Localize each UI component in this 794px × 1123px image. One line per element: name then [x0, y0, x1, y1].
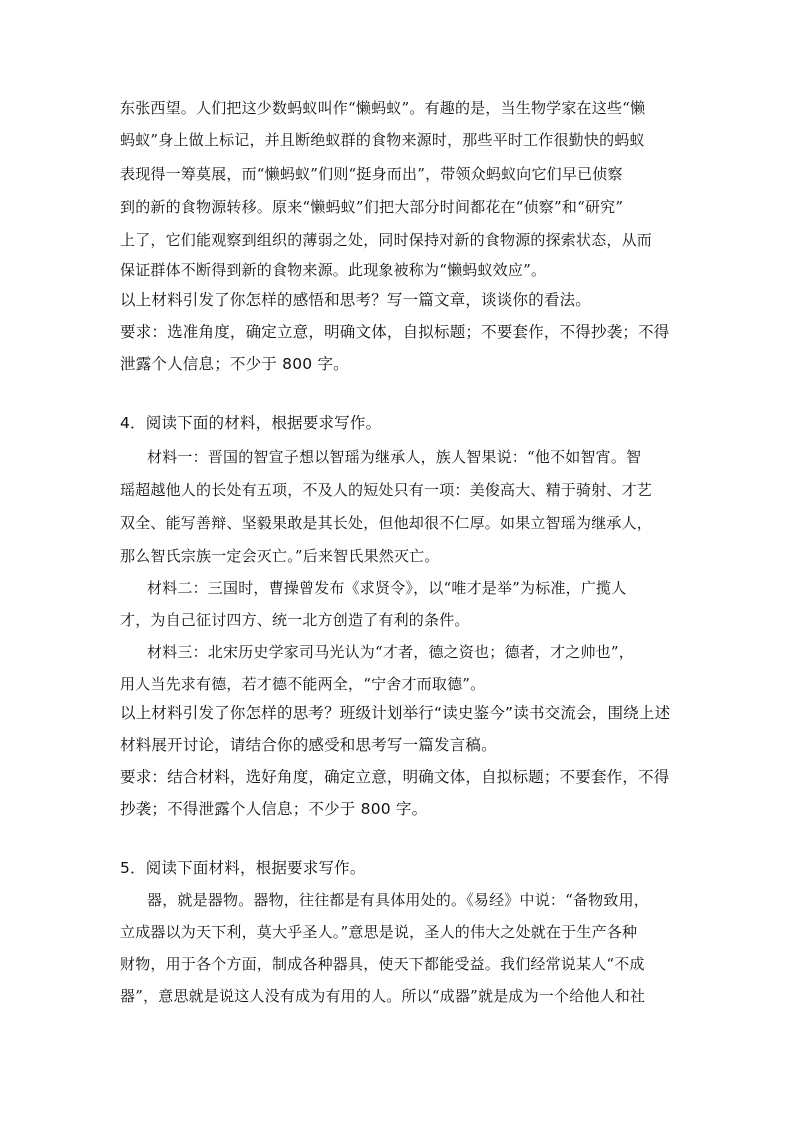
q3-requirements-line: 泄露个人信息；不少于 800 字。 — [120, 355, 349, 373]
passage-line: 表现得一筹莫展，而“懒蚂蚁”们则“挺身而出”，带领众蚂蚁向它们早已侦察 — [120, 165, 623, 183]
passage-line: 蚂蚁”身上做上标记，并且断绝蚁群的食物来源时，那些平时工作很勤快的蚂蚁 — [120, 131, 645, 149]
passage-line: 上了，它们能观察到组织的薄弱之处，同时保持对新的食物源的探索状态，从而 — [120, 231, 653, 249]
passage-line: 保证群体不断得到新的食物来源。此现象被称为“懒蚂蚁效应”。 — [120, 261, 547, 279]
q5-material-line: 器”，意思就是说这人没有成为有用的人。所以“成器”就是成为一个给他人和社 — [120, 987, 646, 1005]
q4-material1-line: 双全、能写善辩、坚毅果敢是其长处，但他却很不仁厚。如果立智瑶为继承人， — [120, 514, 653, 532]
q4-material2-line: 才，为自己征讨四方、统一北方创造了有利的条件。 — [120, 611, 470, 629]
q4-requirements-line: 要求：结合材料，选好角度，确定立意，明确文体，自拟标题；不要套作，不得 — [120, 768, 670, 786]
q4-material1-line: 那么智氏宗族一定会灭亡。”后来智氏果然灭亡。 — [120, 547, 440, 565]
q4-material1-line: 材料一：晋国的智宣子想以智瑶为继承人，族人智果说：“他不如智宵。智 — [147, 448, 642, 466]
passage-line: 东张西望。人们把这少数蚂蚁叫作“懒蚂蚁”。有趣的是，当生物学家在这些“懒 — [120, 99, 646, 117]
q4-prompt-line: 以上材料引发了你怎样的思考？班级计划举行“读史鉴今”读书交流会，围绕上述 — [120, 704, 671, 722]
q5-material-line: 器，就是器物。器物，往往都是有具体用处的。《易经》中说：“备物致用， — [147, 891, 649, 909]
q3-prompt: 以上材料引发了你怎样的感悟和思考？写一篇文章，谈谈你的看法。 — [120, 291, 592, 309]
q4-material2-line: 材料二：三国时，曹操曾发布《求贤令》，以“唯才是举”为标准，广揽人 — [147, 579, 627, 597]
q4-material1-line: 瑶超越他人的长处有五项，不及人的短处只有一项：美俊高大、精于骑射、才艺 — [120, 481, 653, 499]
q4-heading: 4．阅读下面的材料，根据要求写作。 — [120, 414, 382, 432]
q4-requirements-line: 抄袭；不得泄露个人信息；不少于 800 字。 — [120, 800, 428, 818]
q5-material-line: 立成器以为天下利，莫大乎圣人。”意思是说，圣人的伟大之处就在于生产各种 — [120, 923, 638, 941]
q3-requirements-line: 要求：选准角度，确定立意，明确文体，自拟标题；不要套作，不得抄袭；不得 — [120, 323, 670, 341]
q4-material3-line: 材料三：北宋历史学家司马光认为“才者，德之资也；德者，才之帅也”， — [147, 643, 634, 661]
q5-heading: 5．阅读下面材料，根据要求写作。 — [120, 859, 366, 877]
q4-material3-line: 用人当先求有德，若才德不能两全，“宁舍才而取德”。 — [120, 675, 486, 693]
q4-prompt-line: 材料展开讨论，请结合你的感受和思考写一篇发言稿。 — [120, 736, 497, 754]
passage-line: 到的新的食物源转移。原来“懒蚂蚁”们把大部分时间都花在“侦察”和“研究” — [120, 198, 624, 216]
q5-material-line: 财物，用于各个方面，制成各种器具，使天下都能受益。我们经常说某人“不成 — [120, 955, 645, 973]
